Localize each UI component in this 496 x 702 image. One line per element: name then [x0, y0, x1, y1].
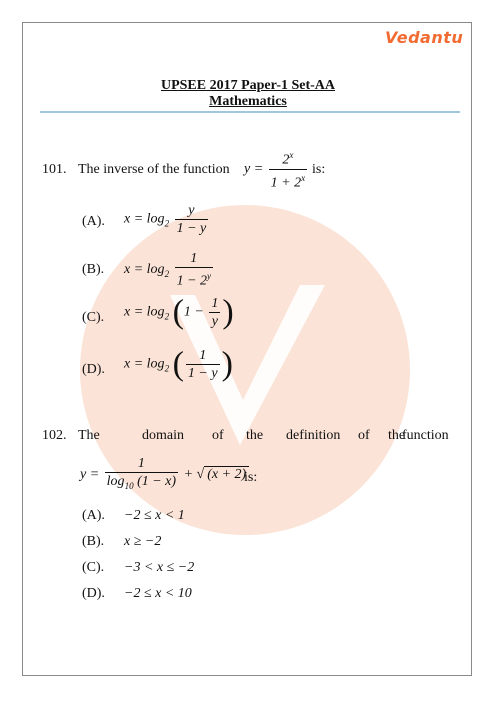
q102-suffix: is: — [244, 470, 258, 485]
q102-word: of — [358, 428, 370, 443]
q102-option-b-math: x ≥ −2 — [124, 534, 162, 549]
header-divider — [40, 111, 460, 113]
q102-option-b-label: (B). — [82, 534, 105, 549]
q102-word: the — [388, 428, 406, 443]
q101-option-b-math: $x = \log_2$ $\frac{1}{1 - 2^y}$ — [124, 251, 212, 289]
q102-option-c-math: −3 < x ≤ −2 — [124, 560, 195, 575]
header-subject: Mathematics — [209, 94, 287, 109]
q101-option-d-math: $x = \log_2$ ( $\frac{1}{1 - y}$ ) — [124, 345, 233, 383]
q102-word: domain — [142, 428, 184, 443]
q102-option-d-math: −2 ≤ x < 10 — [124, 586, 192, 601]
q101-suffix: is: — [312, 162, 326, 177]
q102-option-a-label: (A). — [82, 508, 105, 523]
q102-word: The — [78, 428, 100, 443]
q102-word: of — [212, 428, 224, 443]
header-title: UPSEE 2017 Paper-1 Set-AA — [160, 78, 336, 93]
q102-option-c-label: (C). — [82, 560, 105, 575]
vedantu-logo: Vedantu — [385, 28, 464, 47]
q102-word-last: function — [402, 428, 449, 443]
q101-option-a-label: (A). — [82, 214, 105, 229]
q101-function: y = $\frac{2^x}{1 + 2^x}$ — [244, 147, 309, 191]
q102-function: y = $\frac{1}{\log_{10} (1 - x)}$ + √ (x + 2) — [80, 455, 249, 495]
q101-option-a-math: $x = \log_2$ $\frac{y}{1 - y}$ — [124, 203, 207, 236]
q102-option-a-math: −2 ≤ x < 1 — [124, 508, 185, 523]
q101-option-d-label: (D). — [82, 362, 105, 377]
q101-number: 101. — [42, 162, 67, 177]
q102-number: 102. — [42, 428, 67, 443]
q101-option-b-label: (B). — [82, 262, 105, 277]
q102-option-d-label: (D). — [82, 586, 105, 601]
q102-word: the — [246, 428, 264, 443]
q101-option-c-label: (C). — [82, 310, 105, 325]
q102-word: definition — [286, 428, 341, 443]
q101-prefix: The inverse of the function — [78, 162, 230, 177]
q101-option-c-math: $x = \log_2 (1$ − $\frac{1}{y}$ ) — [124, 293, 234, 331]
